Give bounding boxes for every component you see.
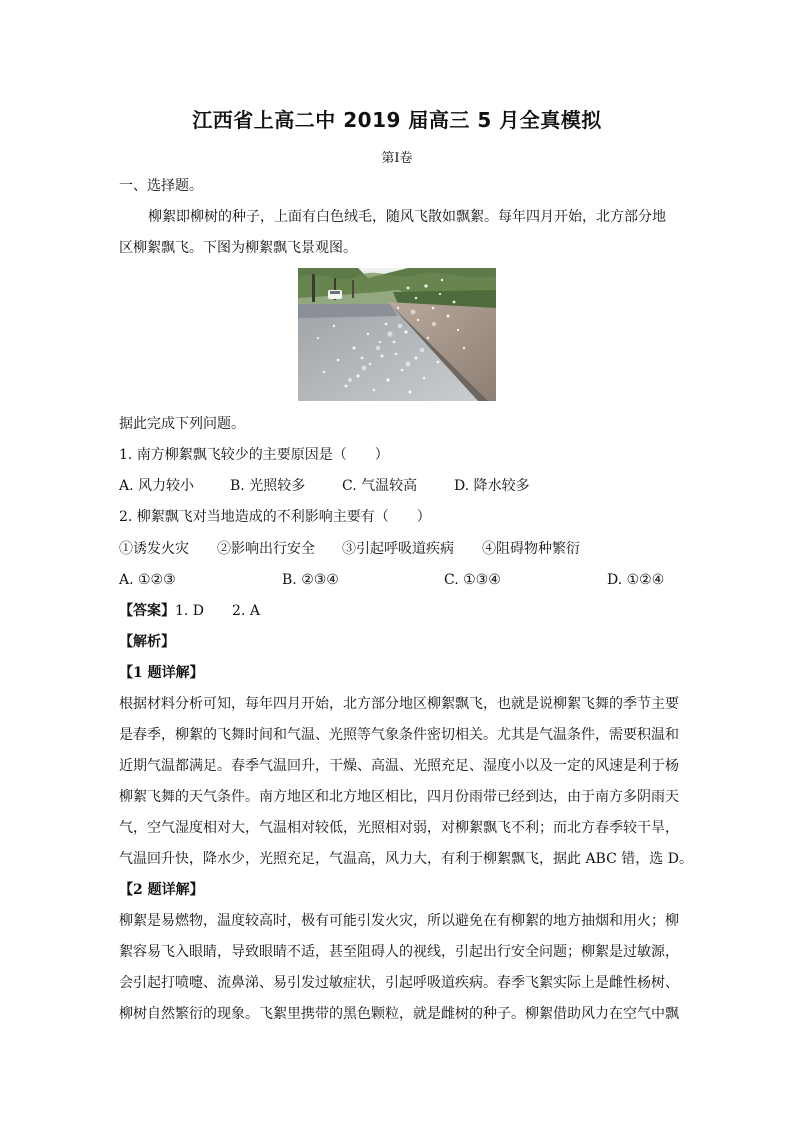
detail-2-text-line: 柳树自然繁衍的现象。飞絮里携带的黑色颗粒，就是雌树的种子。柳絮借助风力在空气中飘: [119, 1006, 679, 1022]
q2-item-2: ②影响出行安全: [217, 541, 315, 557]
q2-item-4: ④阻碍物种繁衍: [482, 541, 580, 557]
q1-option-c: C. 气温较高: [342, 478, 418, 494]
question-1-stem: 1. 南方柳絮飘飞较少的主要原因是（ ）: [119, 447, 389, 463]
detail-1-text-line: 根据材料分析可知，每年四月开始，北方部分地区柳絮飘飞，也就是说柳絮飞舞的季节主要: [119, 696, 679, 712]
detail-1-text-line: 近期气温都满足。春季气温回升，干燥、高温、光照充足、湿度小以及一定的风速是利于杨: [119, 758, 679, 774]
q1-option-a: A. 风力较小: [119, 478, 195, 494]
section-heading: 一、选择题。: [119, 178, 203, 194]
detail-1-text-line: 是春季，柳絮的飞舞时间和气温、光照等气象条件密切相关。尤其是气温条件，需要积温和: [119, 727, 679, 743]
q1-option-d: D. 降水较多: [454, 478, 530, 494]
q2-item-1: ①诱发火灾: [119, 541, 189, 557]
q2-option-c: C. ①③④: [444, 572, 501, 588]
q2-option-b: B. ②③④: [282, 572, 339, 588]
detail-1-text-line: 气，空气湿度相对大，气温相对较低，光照相对弱，对柳絮飘飞不利；而北方春季较干旱，: [119, 820, 679, 836]
material-text-line: 区柳絮飘飞。下图为柳絮飘飞景观图。: [119, 240, 357, 256]
question-2-stem: 2. 柳絮飘飞对当地造成的不利影响主要有（ ）: [119, 509, 431, 525]
detail-1-text-line: 柳絮飞舞的天气条件。南方地区和北方地区相比，四月份雨带已经到达，由于南方多阴雨天: [119, 789, 679, 805]
page-title: 江西省上高二中 2019 届高三 5 月全真模拟: [192, 108, 602, 132]
q1-option-b: B. 光照较多: [230, 478, 306, 494]
volume-label: 第Ⅰ卷: [381, 151, 413, 166]
answer-label: 【答案】: [119, 603, 175, 619]
material-text-line: 柳絮即柳树的种子，上面有白色绒毛，随风飞散如飘絮。每年四月开始，北方部分地: [148, 209, 666, 225]
detail-2-text-line: 会引起打喷嚏、流鼻涕、易引发过敏症状，引起呼吸道疾病。春季飞絮实际上是雌性杨树、: [119, 975, 679, 991]
willow-catkin-photo: [298, 268, 496, 401]
detail-2-text-line: 柳絮是易燃物，温度较高时，极有可能引发火灾，所以避免在有柳絮的地方抽烟和用火；柳: [119, 913, 679, 929]
analysis-label: 【解析】: [119, 634, 175, 650]
answer-text: 1. D 2. A: [175, 603, 260, 619]
q2-item-3: ③引起呼吸道疾病: [342, 541, 454, 557]
detail-1-text-line: 气温回升快，降水少，光照充足，气温高，风力大，有利于柳絮飘飞，据此 ABC 错，选 D。: [119, 851, 693, 867]
material-prompt: 据此完成下列问题。: [119, 416, 245, 432]
detail-1-label: 【1 题详解】: [119, 665, 204, 681]
q2-option-a: A. ①②③: [119, 572, 176, 588]
detail-2-text-line: 絮容易飞入眼睛，导致眼睛不适，甚至阻碍人的视线，引起出行安全问题；柳絮是过敏源，: [119, 944, 679, 960]
detail-2-label: 【2 题详解】: [119, 882, 204, 898]
photo-image: [298, 268, 496, 401]
q2-option-d: D. ①②④: [607, 572, 665, 588]
answer-line: [119, 601, 689, 621]
